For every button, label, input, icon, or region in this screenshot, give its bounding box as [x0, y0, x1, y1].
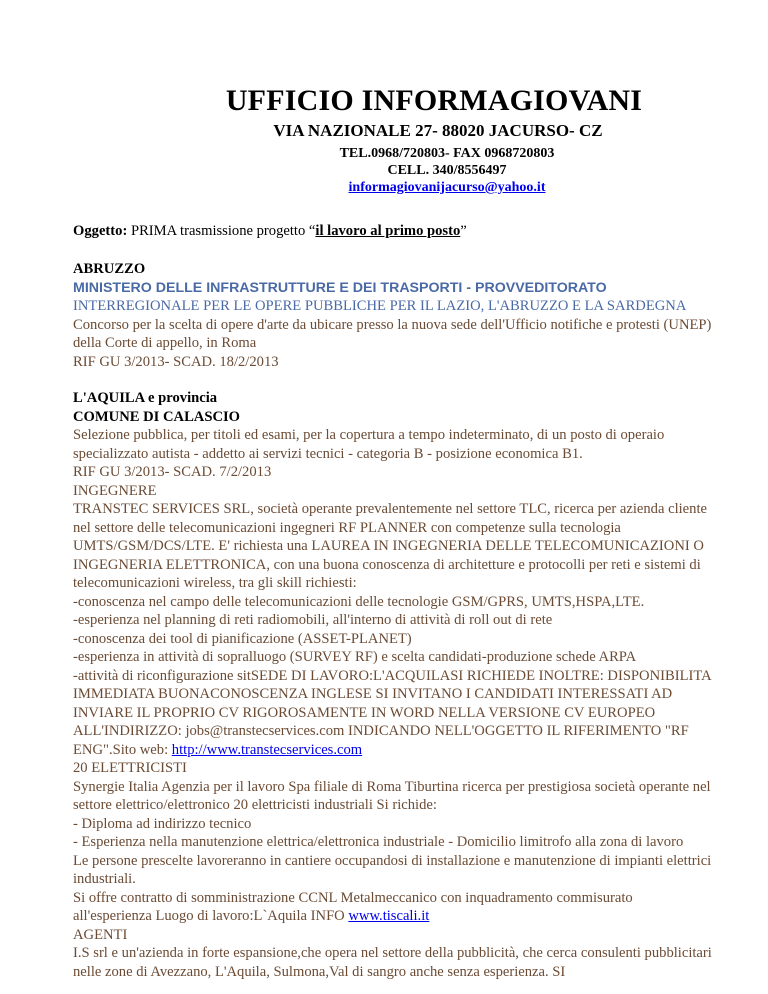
requirement-line: -esperienza nel planning di reti radiomobili, all'interno di attività di roll out di rete: [73, 612, 553, 628]
contact-block: [126, 145, 768, 196]
email-link[interactable]: informagiovanijacurso@yahoo.it: [348, 180, 546, 195]
requirement-line: - Diploma ad indirizzo tecnico: [73, 815, 252, 832]
mobile-phone: CELL. 340/8556497: [387, 163, 507, 178]
job-desc-ingegnere: TRANSTEC SERVICES SRL, società operante prevalentemente nel settore TLC, ricerca per azienda cliente nel settore delle telecomunicazioni ingegneri RF PLANNER con competenze sulla tecnologia UMTS/GSM/DCS/LTE. E' richiesta una LAUREA IN INGEGNERIA DELLE TELECOMUNICAZIONI O INGEGNERIA ELETTRONICA, con una buona conoscenza di architetture e protocolli per reti e sistemi di telecomunicazioni wireless, tra gli skill richiesti:: [73, 501, 707, 591]
region-heading: ABRUZZO: [73, 261, 146, 277]
job-desc-elettricisti: Synergie Italia Agenzia per il lavoro Spa filiale di Roma Tiburtina ricerca per prestigiosa società operante nel settore elettrico/elettronico 20 elettricisti industriali Si richide:: [73, 778, 711, 813]
requirement-text: Si offre contratto di somministrazione CCNL Metalmeccanico con inquadramento commisurato all'esperienza Luogo di lavoro:L`Aquila INFO: [73, 889, 633, 924]
project-name: il lavoro al primo posto: [315, 223, 461, 239]
competition-ref: RIF GU 3/2013- SCAD. 18/2/2013: [73, 353, 279, 370]
job-title-agenti: AGENTI: [73, 926, 128, 943]
requirement-text: -attività di riconfigurazione sitSEDE DI LAVORO:L'ACQUILASI RICHIEDE INOLTRE: DISPONIBILITA IMMEDIATA BUONACONOSCENZA INGLESE SI INVITANO I CANDIDATI INTERESSATI AD INVIARE IL PROPRIO CV RIGOROSAMENTE IN WORD NELLA VERSIONE CV EUROPEO ALL'INDIRIZZO: jobs@transtecservices.com INDICANDO NELL'OGGETTO IL RIFERIMENTO "RF ENG".Sito web:: [73, 667, 711, 758]
requirement-line: -esperienza in attività di sopralluogo (SURVEY RF) e scelta candidati-produzione schede ARPA: [73, 649, 637, 665]
transtec-link[interactable]: http://www.transtecservices.com: [171, 741, 363, 758]
subject-suffix: ”: [460, 223, 467, 239]
requirement-line: - Esperienza nella manutenzione elettrica/elettronica industriale - Domicilio limitrofo alla zona di lavoro: [73, 834, 684, 850]
subject-prefix: PRIMA trasmissione progetto “: [127, 223, 316, 239]
phone-fax: TEL.0968/720803- FAX 0968720803: [339, 146, 555, 161]
comune-ref: RIF GU 3/2013- SCAD. 7/2/2013: [73, 464, 272, 480]
requirement-line: Le persone prescelte lavoreranno in cantiere occupandosi di installazione e manutenzione di impianti elettrici industriali.: [73, 852, 712, 887]
job-desc-agenti: I.S srl e un'azienda in forte espansione,che opera nel settore della pubblicità, che cerca consulenti pubblicitari nelle zone di Avezzano, L'Aquila, Sulmona,Val di sangro anche senza esperienza. SI: [73, 945, 712, 980]
requirement-line: [73, 667, 713, 760]
office-title: UFFICIO INFORMAGIOVANI: [225, 84, 643, 117]
job-title-elettricisti: 20 ELETTRICISTI: [73, 760, 187, 776]
requirement-line: -conoscenza dei tool di pianificazione (ASSET-PLANET): [73, 630, 412, 647]
office-address: VIA NAZIONALE 27- 88020 JACURSO- CZ: [273, 121, 603, 140]
requirement-line: -conoscenza nel campo delle telecomunicazioni delle tecnologie GSM/GPRS, UMTS,HSPA,LTE.: [73, 593, 645, 610]
province-heading: L'AQUILA e provincia: [73, 390, 218, 406]
ministry-name-cont: INTERREGIONALE PER LE OPERE PUBBLICHE PER IL LAZIO, L'ABRUZZO E LA SARDEGNA: [73, 298, 687, 314]
document-body: [73, 260, 713, 981]
comune-desc: Selezione pubblica, per titoli ed esami, per la copertura a tempo indeterminato, di un posto di operaio specializzato autista - addetto ai servizi tecnici - categoria B - posizione economica B1.: [73, 427, 665, 462]
subject-label: Oggetto:: [73, 223, 128, 239]
requirement-line: [73, 889, 713, 926]
competition-desc: Concorso per la scelta di opere d'arte da ubicare presso la nuova sede dell'Ufficio notifiche e protesti (UNEP) della Corte di appello, in Roma: [73, 316, 712, 351]
subject-line: [73, 222, 713, 241]
ministry-name: MINISTERO DELLE INFRASTRUTTURE E DEI TRASPORTI - PROVVEDITORATO: [73, 279, 607, 296]
comune-name: COMUNE DI CALASCIO: [73, 408, 241, 425]
tiscali-link[interactable]: www.tiscali.it: [348, 908, 430, 924]
job-title-ingegnere: INGEGNERE: [73, 482, 157, 499]
